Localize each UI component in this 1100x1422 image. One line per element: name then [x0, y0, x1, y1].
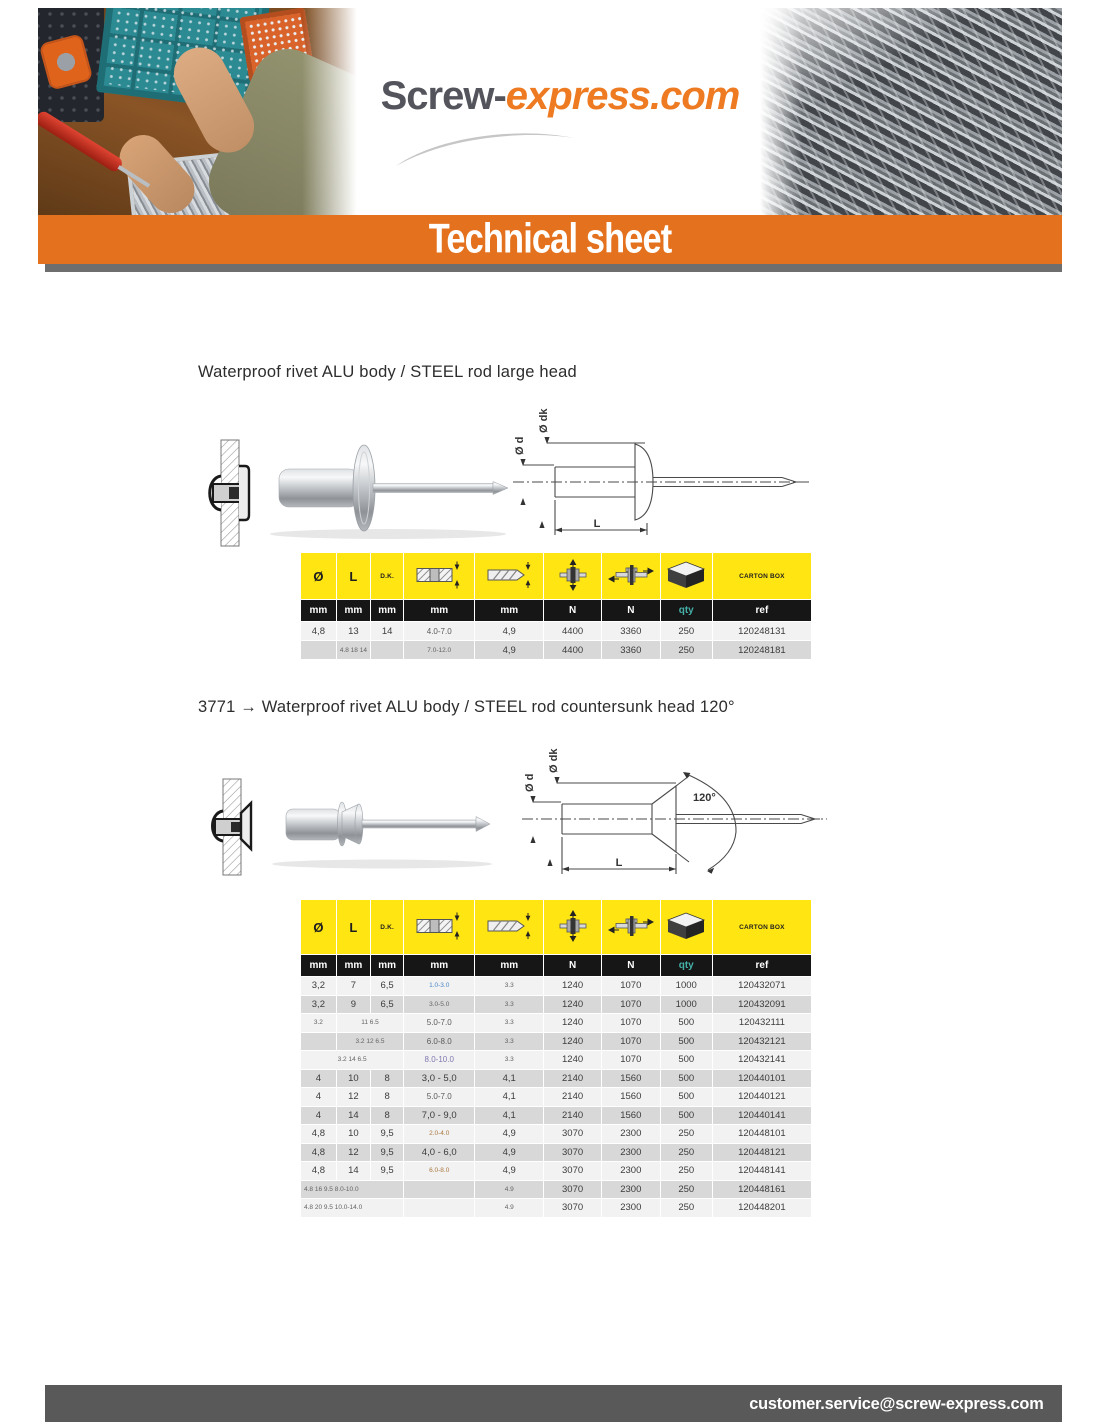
table-cell: 7.0-12.0: [404, 641, 475, 660]
table-cell: 120448201: [712, 1199, 811, 1218]
section-title-countersunk: 3771 → Waterproof rivet ALU body / STEEL rod countersunk head 120°: [198, 698, 735, 716]
table-cell: 4.9: [475, 1180, 544, 1199]
table-row: [301, 977, 812, 996]
table-cell: 120432121: [712, 1032, 811, 1051]
unit-header: mm: [404, 600, 475, 622]
table-cell: 4.8 20 9.5 10.0-14.0: [301, 1199, 404, 1218]
table-cell: 120448121: [712, 1143, 811, 1162]
column-header: D.K.: [371, 900, 404, 955]
table-cell: 1240: [544, 977, 602, 996]
logo-swoosh: [390, 126, 580, 170]
spec-table-countersunk: [300, 899, 812, 1218]
table-cell: 120448141: [712, 1162, 811, 1181]
table-cell: 3.0-5.0: [404, 995, 475, 1014]
table-row: [301, 995, 812, 1014]
dim-label-dk: Ø dk: [538, 408, 550, 433]
unit-header: qty: [660, 600, 712, 622]
table-row: [301, 1014, 812, 1033]
table-cell: 3.3: [475, 1032, 544, 1051]
table-cell: 3.3: [475, 977, 544, 996]
unit-header: mm: [336, 955, 370, 977]
table-cell: 120432071: [712, 977, 811, 996]
table-cell: 500: [660, 1051, 712, 1070]
table-cell: 6,5: [371, 977, 404, 996]
table-cell: 9,5: [371, 1162, 404, 1181]
rivet-cross-section-large-head: [205, 438, 257, 548]
dim-label-angle: 120°: [693, 792, 716, 804]
title-banner: [38, 215, 1062, 264]
unit-header: mm: [475, 955, 544, 977]
column-header: L: [336, 553, 370, 600]
table-cell: 1240: [544, 1014, 602, 1033]
table-cell: 500: [660, 1106, 712, 1125]
table-cell: 8: [371, 1069, 404, 1088]
table-cell: 120432141: [712, 1051, 811, 1070]
tensile-strength-icon: [544, 900, 602, 955]
table-cell: 1240: [544, 1032, 602, 1051]
drill-bit-icon: [475, 553, 544, 600]
workbench-photo: [38, 8, 360, 215]
table-cell: 5.0-7.0: [404, 1014, 475, 1033]
table-cell: 4,1: [475, 1088, 544, 1107]
rivet-diagram-large-head: [495, 397, 815, 542]
table-row: [301, 1069, 812, 1088]
table-row: [301, 1125, 812, 1144]
table-cell: 9: [336, 995, 370, 1014]
table-cell: 2300: [601, 1125, 660, 1144]
table-cell: [301, 641, 337, 660]
table-cell: 4,9: [475, 1125, 544, 1144]
table-cell: 4,8: [301, 1125, 337, 1144]
table-cell: 7,0 - 9,0: [404, 1106, 475, 1125]
table-cell: 120248181: [712, 641, 811, 660]
table-cell: 4,8: [301, 1143, 337, 1162]
table-cell: 1070: [601, 995, 660, 1014]
logo-text-express: express.com: [505, 74, 740, 118]
table-cell: [371, 641, 404, 660]
tensile-strength-icon: [544, 553, 602, 600]
photo-fade: [760, 8, 1062, 215]
spec-table: [300, 899, 812, 1218]
unit-header: ref: [712, 955, 811, 977]
table-cell: 1070: [601, 1051, 660, 1070]
table-cell: 3,2: [301, 977, 337, 996]
banner-shadow-strip: [45, 264, 1062, 272]
table-cell: 120448161: [712, 1180, 811, 1199]
table-cell: 1070: [601, 1032, 660, 1051]
table-row: [301, 622, 812, 641]
column-header: CARTON BOX: [712, 553, 811, 600]
table-cell: 3360: [601, 641, 660, 660]
table-cell: 4,9: [475, 1162, 544, 1181]
table-cell: 250: [660, 1199, 712, 1218]
table-row: [301, 1106, 812, 1125]
column-header: Ø: [301, 553, 337, 600]
table-row: [301, 1199, 812, 1218]
table-cell: 3.2 12 6.5: [336, 1032, 403, 1051]
table-cell: 250: [660, 1162, 712, 1181]
table-cell: 4.8 18 14: [336, 641, 370, 660]
table-cell: 14: [336, 1162, 370, 1181]
rivet-photo-countersunk: [262, 780, 518, 872]
dim-label-d: Ø d: [514, 436, 526, 455]
table-row: [301, 1051, 812, 1070]
table-cell: 1560: [601, 1106, 660, 1125]
table-cell: 3070: [544, 1162, 602, 1181]
drill-bit-icon: [475, 900, 544, 955]
table-cell: 8: [371, 1088, 404, 1107]
table-cell: [404, 1199, 475, 1218]
table-cell: 4400: [544, 622, 602, 641]
table-row: [301, 1180, 812, 1199]
table-cell: 2140: [544, 1088, 602, 1107]
table-cell: 10: [336, 1125, 370, 1144]
table-cell: 1070: [601, 1014, 660, 1033]
table-cell: 120440121: [712, 1088, 811, 1107]
table-cell: 2300: [601, 1180, 660, 1199]
table-cell: 2140: [544, 1106, 602, 1125]
table-cell: 120440141: [712, 1106, 811, 1125]
unit-header: mm: [475, 600, 544, 622]
table-cell: 3.3: [475, 995, 544, 1014]
table-cell: 4,8: [301, 1162, 337, 1181]
footer-bar: [45, 1385, 1062, 1422]
table-cell: 120432111: [712, 1014, 811, 1033]
table-cell: 3,2: [301, 995, 337, 1014]
table-cell: 14: [371, 622, 404, 641]
table-cell: 8: [371, 1106, 404, 1125]
table-cell: 3.3: [475, 1014, 544, 1033]
unit-header: mm: [336, 600, 370, 622]
table-cell: 6.0-8.0: [404, 1032, 475, 1051]
carton-box-icon: [660, 900, 712, 955]
spec-table: [300, 552, 812, 660]
unit-header: mm: [371, 600, 404, 622]
table-cell: 3070: [544, 1143, 602, 1162]
table-cell: 4400: [544, 641, 602, 660]
table-cell: 4,9: [475, 1143, 544, 1162]
table-cell: 4.8 16 9.5 8.0-10.0: [301, 1180, 404, 1199]
column-header: CARTON BOX: [712, 900, 811, 955]
table-cell: 120248131: [712, 622, 811, 641]
shear-strength-icon: [601, 900, 660, 955]
table-cell: 1000: [660, 995, 712, 1014]
rivet-photo-large-head: [263, 443, 521, 541]
table-cell: 6,5: [371, 995, 404, 1014]
table-row: [301, 1143, 812, 1162]
table-cell: 8.0-10.0: [404, 1051, 475, 1070]
screws-pile-photo: [760, 8, 1062, 215]
unit-header: mm: [301, 955, 337, 977]
table-cell: 1240: [544, 995, 602, 1014]
table-cell: 1560: [601, 1088, 660, 1107]
unit-header: mm: [404, 955, 475, 977]
table-cell: 14: [336, 1106, 370, 1125]
table-cell: 4,0 - 6,0: [404, 1143, 475, 1162]
grip-range-icon: [404, 900, 475, 955]
table-cell: 9,5: [371, 1125, 404, 1144]
column-header: Ø: [301, 900, 337, 955]
table-cell: 3070: [544, 1125, 602, 1144]
table-cell: 4: [301, 1088, 337, 1107]
unit-header: N: [544, 955, 602, 977]
table-cell: 4.9: [475, 1199, 544, 1218]
table-cell: 3070: [544, 1199, 602, 1218]
unit-header: qty: [660, 955, 712, 977]
table-cell: 9,5: [371, 1143, 404, 1162]
table-cell: 500: [660, 1088, 712, 1107]
table-cell: 7: [336, 977, 370, 996]
table-cell: 3,0 - 5,0: [404, 1069, 475, 1088]
logo-text-screw: Screw-: [380, 74, 506, 118]
unit-header: mm: [301, 600, 337, 622]
table-cell: 6.0-8.0: [404, 1162, 475, 1181]
table-cell: 500: [660, 1032, 712, 1051]
column-header: L: [336, 900, 370, 955]
carton-box-icon: [660, 553, 712, 600]
unit-header: ref: [712, 600, 811, 622]
table-cell: 250: [660, 641, 712, 660]
table-cell: 250: [660, 1180, 712, 1199]
grip-range-icon: [404, 553, 475, 600]
table-cell: 3070: [544, 1180, 602, 1199]
brand-logo: [360, 74, 760, 119]
dim-label-l: L: [593, 518, 601, 530]
table-cell: 3360: [601, 622, 660, 641]
unit-header: N: [544, 600, 602, 622]
table-cell: 3.2: [301, 1014, 337, 1033]
table-cell: 3.3: [475, 1051, 544, 1070]
table-row: [301, 1162, 812, 1181]
footer-email: customer.service@screw-express.com: [749, 1393, 1044, 1413]
table-cell: 5.0-7.0: [404, 1088, 475, 1107]
table-cell: 500: [660, 1014, 712, 1033]
unit-header: N: [601, 955, 660, 977]
table-cell: 4: [301, 1106, 337, 1125]
table-cell: 4,1: [475, 1069, 544, 1088]
table-cell: 120432091: [712, 995, 811, 1014]
table-row: [301, 1032, 812, 1051]
table-cell: 12: [336, 1143, 370, 1162]
table-cell: 500: [660, 1069, 712, 1088]
table-cell: 4: [301, 1069, 337, 1088]
table-row: [301, 641, 812, 660]
table-cell: 13: [336, 622, 370, 641]
table-cell: 2140: [544, 1069, 602, 1088]
dim-label-d: Ø d: [524, 773, 536, 792]
table-cell: 250: [660, 1125, 712, 1144]
table-cell: 120440101: [712, 1069, 811, 1088]
dim-label-l: L: [615, 857, 623, 869]
table-cell: 4,1: [475, 1106, 544, 1125]
table-cell: 2300: [601, 1143, 660, 1162]
table-cell: 1.0-3.0: [404, 977, 475, 996]
table-cell: 2300: [601, 1199, 660, 1218]
table-cell: 2300: [601, 1162, 660, 1181]
column-header: D.K.: [371, 553, 404, 600]
section-title-large-head: Waterproof rivet ALU body / STEEL rod large head: [198, 363, 577, 381]
logo-area: [360, 8, 760, 215]
table-cell: 1560: [601, 1069, 660, 1088]
unit-header: N: [601, 600, 660, 622]
shear-strength-icon: [601, 553, 660, 600]
table-cell: 11 6.5: [336, 1014, 403, 1033]
table-cell: 1240: [544, 1051, 602, 1070]
table-cell: 250: [660, 622, 712, 641]
table-cell: 1070: [601, 977, 660, 996]
table-cell: 4,8: [301, 622, 337, 641]
table-cell: 10: [336, 1069, 370, 1088]
table-cell: 4,9: [475, 622, 544, 641]
page-title: Technical sheet: [428, 215, 672, 263]
dim-label-dk: Ø dk: [548, 748, 560, 773]
table-cell: 4,9: [475, 641, 544, 660]
table-cell: 2.0-4.0: [404, 1125, 475, 1144]
table-cell: 120448101: [712, 1125, 811, 1144]
table-cell: 12: [336, 1088, 370, 1107]
table-cell: [404, 1180, 475, 1199]
photo-fade: [38, 8, 360, 215]
table-cell: 250: [660, 1143, 712, 1162]
table-row: [301, 1088, 812, 1107]
table-cell: 4.0-7.0: [404, 622, 475, 641]
table-cell: 3.2 14 6.5: [301, 1051, 404, 1070]
unit-header: mm: [371, 955, 404, 977]
rivet-diagram-countersunk: [507, 733, 832, 881]
table-cell: 1000: [660, 977, 712, 996]
rivet-cross-section-countersunk: [207, 777, 259, 877]
table-cell: [301, 1032, 337, 1051]
spec-table-large-head: [300, 552, 812, 660]
